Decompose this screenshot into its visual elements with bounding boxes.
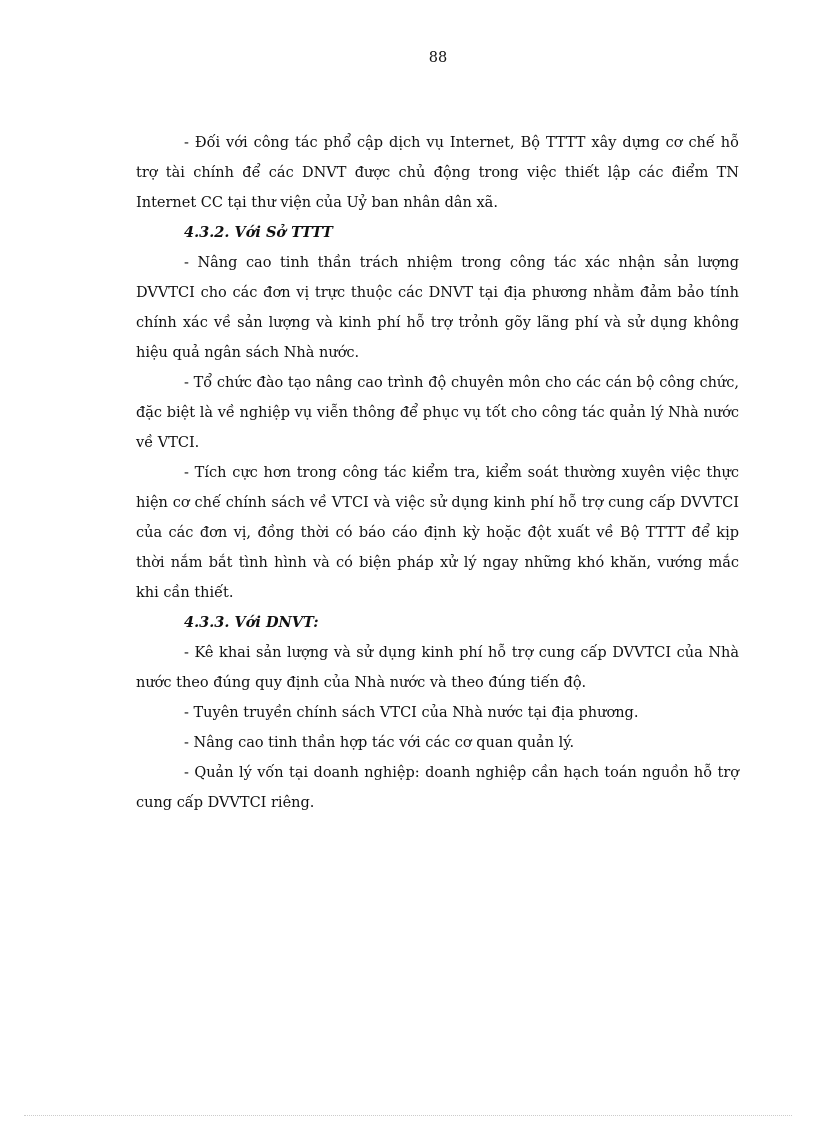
paragraph-propaganda: - Tuyên truyền chính sách VTCI của Nhà nước tại địa phương.	[184, 705, 639, 721]
paragraph-cooperation: - Nâng cao tinh thần hợp tác với các cơ quan quản lý.	[184, 735, 575, 751]
paragraph-internet-support: - Đối với công tác phổ cập dịch vụ Internet, Bộ TTTT xây dựng cơ chế hỗ trợ tài chính để các DNVT được chủ động trong việc thiết lập các điểm TN Internet CC tại thư viện của Uỷ ban nhân dân xã.	[136, 135, 739, 211]
section-heading-4-3-2: 4.3.2. Với Sở TTTT	[184, 224, 333, 241]
paragraph-capital-management: - Quản lý vốn tại doanh nghiệp: doanh nghiệp cần hạch toán nguồn hỗ trợ cung cấp DVVTCI riêng.	[136, 765, 739, 811]
page-bottom-divider	[24, 1115, 792, 1116]
paragraph-inspection: - Tích cực hơn trong công tác kiểm tra, kiểm soát thường xuyên việc thực hiện cơ chế chính sách về VTCI và việc sử dụng kinh phí hỗ trợ cung cấp DVVTCI của các đơn vị, đồng thời có báo cáo định kỳ hoặc đột xuất về Bộ TTTT để kịp thời nắm bắt tình hình và có biện pháp xử lý ngay những khó khăn, vướng mắc khi cần thiết.	[136, 465, 739, 601]
document-body	[136, 128, 739, 818]
paragraph-responsibility: - Nâng cao tinh thần trách nhiệm trong công tác xác nhận sản lượng DVVTCI cho các đơn vị trực thuộc các DNVT tại địa phương nhằm đảm bảo tính chính xác về sản lượng và kinh phí hỗ trợ trỏnh gõy lãng phí và sử dụng không hiệu quả ngân sách Nhà nước.	[136, 255, 739, 361]
page-number: 88	[428, 50, 448, 66]
paragraph-declare-output: - Kê khai sản lượng và sử dụng kinh phí hỗ trợ cung cấp DVVTCI của Nhà nước theo đúng quy định của Nhà nước và theo đúng tiến độ.	[136, 645, 739, 691]
paragraph-training: - Tổ chức đào tạo nâng cao trình độ chuyên môn cho các cán bộ công chức, đặc biệt là về nghiệp vụ viễn thông để phục vụ tốt cho công tác quản lý Nhà nước về VTCI.	[136, 375, 739, 451]
section-heading-4-3-3: 4.3.3. Với DNVT:	[184, 614, 319, 631]
